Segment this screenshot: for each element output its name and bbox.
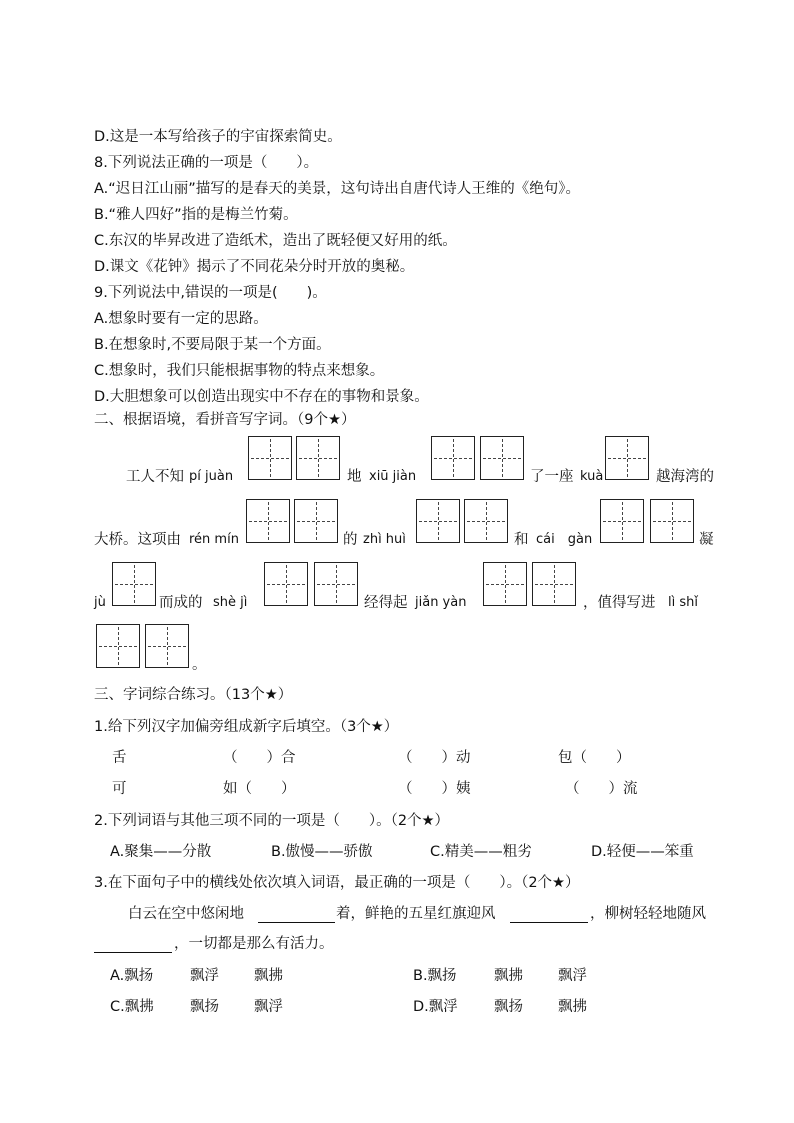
section-2-title: 二、根据语境，看拼音写字词。（9个★） (94, 412, 356, 428)
pinyin: xiū jiàn (369, 469, 417, 484)
q8-option-d: D.课文《花钟》揭示了不同花朵分时开放的奥秘。 (94, 259, 415, 275)
q3-sentence: 白云在空中悠闲地 (128, 906, 244, 922)
q3-option-word: 飘浮 (558, 968, 587, 984)
context-text: 大桥。这项由 (94, 532, 181, 548)
q8-option-a: A.“迟日江山丽”描写的是春天的美景，这句诗出自唐代诗人王维的《绝句》。 (94, 181, 581, 197)
writing-box[interactable] (600, 499, 644, 543)
writing-box[interactable] (464, 499, 508, 543)
radical-item: 如（ ） (223, 781, 296, 797)
writing-box[interactable] (96, 624, 140, 668)
writing-box[interactable] (483, 562, 527, 606)
context-text: 了一座 (530, 469, 574, 485)
q2-option-c: C.精美——粗劣 (430, 844, 532, 860)
q2-option-d: D.轻便——笨重 (591, 844, 694, 860)
q3-option-word: 飘扬 (494, 999, 523, 1015)
q3-sentence: ，柳树轻轻地随风 (590, 906, 706, 922)
writing-box[interactable] (431, 436, 475, 480)
question-8: 8.下列说法正确的一项是（ ）。 (94, 155, 319, 171)
context-text: 越海湾的 (656, 469, 714, 485)
q3-option-word: 飘拂 (254, 968, 283, 984)
writing-box[interactable] (296, 436, 340, 480)
q2-option-b: B.傲慢——骄傲 (271, 844, 373, 860)
writing-box[interactable] (112, 562, 156, 606)
q3-option-c: C.飘拂 (110, 999, 154, 1015)
context-text: 地 (347, 469, 362, 485)
fill-blank[interactable] (94, 934, 172, 953)
context-text: 凝 (699, 532, 714, 548)
writing-box[interactable] (248, 436, 292, 480)
writing-box[interactable] (480, 436, 524, 480)
writing-box[interactable] (264, 562, 308, 606)
q3-sentence: 着，鲜艳的五星红旗迎风 (336, 906, 496, 922)
pinyin: pí juàn (189, 469, 234, 484)
pinyin: kuà (580, 469, 604, 484)
q3-sentence: ，一切都是那么有活力。 (174, 936, 334, 952)
question-9: 9.下列说法中,错误的一项是( )。 (94, 285, 327, 301)
fill-blank[interactable] (258, 904, 335, 923)
writing-box[interactable] (145, 624, 189, 668)
pinyin: cái gàn (536, 532, 593, 547)
q2-option-a: A.聚集——分散 (110, 844, 212, 860)
q3-option-word: 飘拂 (558, 999, 587, 1015)
context-text: 经得起 (364, 595, 408, 611)
pinyin: zhì huì (363, 532, 406, 547)
writing-box[interactable] (532, 562, 576, 606)
question-3: 3.在下面句子中的横线处依次填入词语，最正确的一项是（ ）。（2个★） (94, 875, 580, 891)
pinyin: shè jì (213, 595, 248, 610)
pinyin: lì shǐ (668, 595, 698, 610)
writing-box[interactable] (314, 562, 358, 606)
section-3-title: 三、字词综合练习。（13个★） (94, 687, 293, 703)
q3-option-d: D.飘浮 (413, 999, 458, 1015)
context-text: 的 (343, 532, 358, 548)
q3-option-word: 飘拂 (494, 968, 523, 984)
q8-option-b: B.“雅人四好”指的是梅兰竹菊。 (94, 207, 298, 223)
q3-option-a: A.飘扬 (110, 968, 154, 984)
radical-item: 舌 (112, 750, 127, 766)
q3-option-b: B.飘扬 (413, 968, 457, 984)
radical-item: （ ）合 (223, 750, 296, 766)
fill-blank[interactable] (510, 904, 588, 923)
context-text: 工人不知 (126, 469, 184, 485)
q3-option-word: 飘浮 (254, 999, 283, 1015)
q3-option-word: 飘浮 (190, 968, 219, 984)
pinyin: jù (94, 595, 106, 610)
q9-option-c: C.想象时，我们只能根据事物的特点来想象。 (94, 363, 385, 379)
context-text: 而成的 (159, 595, 203, 611)
radical-item: （ ）流 (565, 781, 638, 797)
radical-item: （ ）动 (398, 750, 471, 766)
q9-option-a: A.想象时要有一定的思路。 (94, 311, 268, 327)
writing-box[interactable] (650, 499, 694, 543)
writing-box[interactable] (246, 499, 290, 543)
radical-item: （ ）姨 (398, 781, 471, 797)
context-text: 和 (514, 532, 529, 548)
writing-box[interactable] (416, 499, 460, 543)
context-text: ，值得写进 (583, 595, 656, 611)
question-1: 1.给下列汉字加偏旁组成新字后填空。（3个★） (94, 719, 399, 735)
q9-option-d: D.大胆想象可以创造出现实中不存在的事物和景象。 (94, 389, 429, 405)
q9-option-b: B.在想象时,不要局限于某一个方面。 (94, 337, 331, 353)
writing-box[interactable] (605, 436, 649, 480)
context-text: 。 (192, 657, 207, 673)
question-2: 2.下列词语与其他三项不同的一项是（ ）。（2个★） (94, 813, 450, 829)
radical-item: 可 (112, 781, 127, 797)
writing-box[interactable] (294, 499, 338, 543)
q3-option-word: 飘扬 (190, 999, 219, 1015)
pinyin: rén mín (189, 532, 239, 547)
option-line: D.这是一本写给孩子的宇宙探索简史。 (94, 129, 342, 145)
radical-item: 包（ ） (558, 750, 631, 766)
q8-option-c: C.东汉的毕昇改进了造纸术，造出了既轻便又好用的纸。 (94, 233, 457, 249)
pinyin: jiǎn yàn (415, 595, 467, 610)
